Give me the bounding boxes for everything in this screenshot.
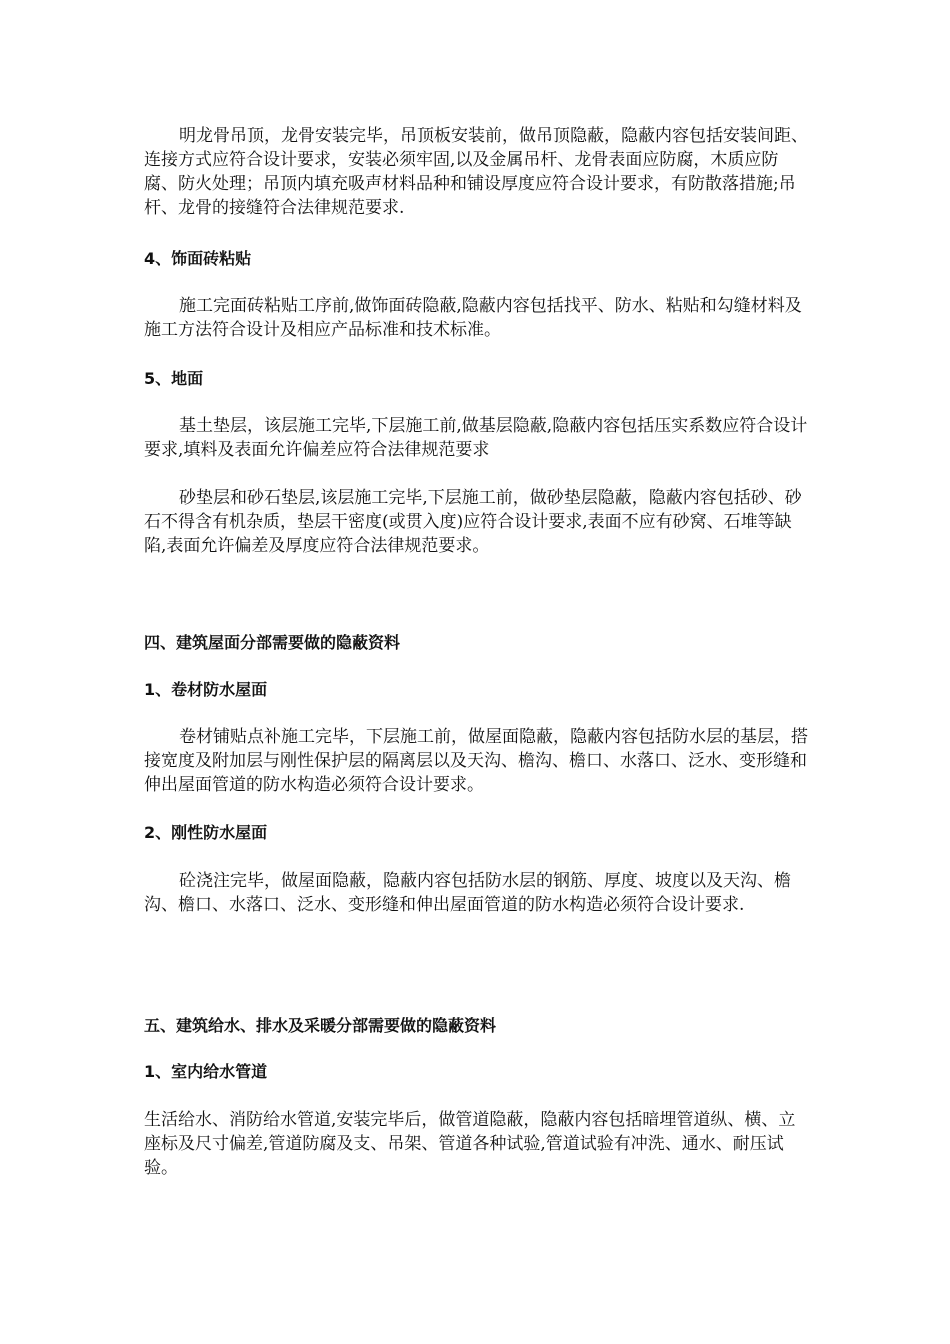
heading-indoor-water-pipes: 1、室内给水管道 bbox=[144, 1062, 268, 1081]
paragraph-indoor-water-pipes: 生活给水、消防给水管道,安装完毕后，做管道隐蔽，隐蔽内容包括暗埋管道纵、横、立座标及尺寸偏差,管道防腐及支、吊架、管道各种试验,管道试验有冲洗、通水、耐压试验。 bbox=[144, 1110, 796, 1178]
heading-membrane-roof: 1、卷材防水屋面 bbox=[144, 680, 268, 699]
paragraph-membrane-roof: 卷材铺贴点补施工完毕，下层施工前，做屋面隐蔽，隐蔽内容包括防水层的基层，搭接宽度及附加层与刚性保护层的隔离层以及天沟、檐沟、檐口、水落口、泛水、变形缝和伸出屋面管道的防水构造必须符合设计要求。 bbox=[144, 727, 808, 795]
paragraph-sand-layer: 砂垫层和砂石垫层,该层施工完毕,下层施工前，做砂垫层隐蔽，隐蔽内容包括砂、砂石不得含有机杂质，垫层干密度(或贯入度)应符合设计要求,表面不应有砂窝、石堆等缺陷,表面允许偏差及厚度应符合法律规范要求。 bbox=[144, 488, 802, 556]
section-heading-plumbing: 五、建筑给水、排水及采暖分部需要做的隐蔽资料 bbox=[144, 1016, 497, 1035]
paragraph-ceiling-concealment: 明龙骨吊顶，龙骨安装完毕，吊顶板安装前，做吊顶隐蔽，隐蔽内容包括安装间距、连接方式应符合设计要求，安装必须牢固,以及金属吊杆、龙骨表面应防腐，木质应防腐、防火处理；吊顶内填充吸声材料品种和铺设厚度应符合设计要求，有防散落措施;吊杆、龙骨的接缝符合法律规范要求. bbox=[144, 126, 808, 218]
section-heading-roofing: 四、建筑屋面分部需要做的隐蔽资料 bbox=[144, 633, 401, 652]
paragraph-base-soil-layer: 基土垫层，该层施工完毕,下层施工前,做基层隐蔽,隐蔽内容包括压实系数应符合设计要求,填料及表面允许偏差应符合法律规范要求 bbox=[144, 416, 808, 460]
paragraph-rigid-roof: 砼浇注完毕，做屋面隐蔽，隐蔽内容包括防水层的钢筋、厚度、坡度以及天沟、檐沟、檐口、水落口、泛水、变形缝和伸出屋面管道的防水构造必须符合设计要求. bbox=[144, 871, 791, 915]
paragraph-tile-concealment: 施工完面砖粘贴工序前,做饰面砖隐蔽,隐蔽内容包括找平、防水、粘贴和勾缝材料及施工方法符合设计及相应产品标准和技术标准。 bbox=[144, 296, 802, 340]
heading-rigid-roof: 2、刚性防水屋面 bbox=[144, 823, 268, 842]
heading-tile-bonding: 4、饰面砖粘贴 bbox=[144, 249, 252, 268]
heading-floor: 5、地面 bbox=[144, 369, 204, 388]
